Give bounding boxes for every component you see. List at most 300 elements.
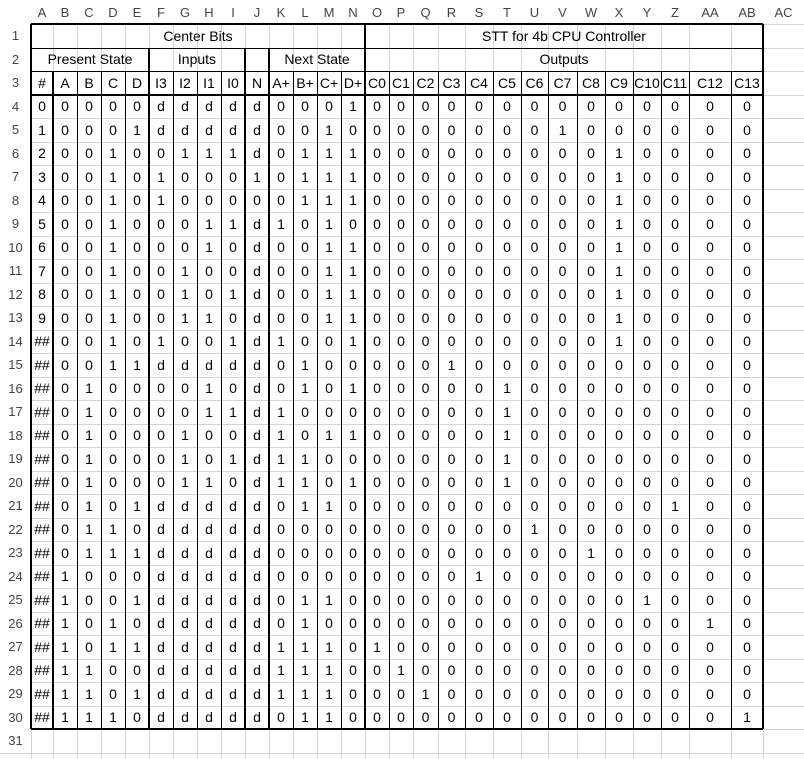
table-cell[interactable]: 0 bbox=[61, 474, 69, 491]
table-cell[interactable]: 0 bbox=[643, 544, 651, 561]
table-cell[interactable]: 0 bbox=[530, 638, 539, 655]
table-cell[interactable]: 1 bbox=[109, 333, 117, 350]
row-header[interactable]: 22 bbox=[0, 518, 31, 542]
table-cell[interactable]: 1 bbox=[205, 403, 213, 420]
table-cell[interactable]: 0 bbox=[85, 638, 93, 655]
row-header[interactable]: 5 bbox=[0, 118, 31, 142]
table-cell[interactable]: 0 bbox=[743, 544, 751, 561]
table-cell[interactable]: 1 bbox=[85, 662, 93, 679]
column-header[interactable]: W bbox=[577, 0, 605, 24]
table-cell[interactable]: 0 bbox=[503, 145, 511, 162]
table-cell[interactable]: 1 bbox=[205, 239, 213, 256]
table-cell[interactable]: 0 bbox=[349, 544, 357, 561]
table-cell[interactable]: 1 bbox=[109, 709, 117, 726]
table-cell[interactable]: 0 bbox=[277, 239, 285, 256]
table-cell[interactable]: 0 bbox=[373, 709, 381, 726]
table-cell[interactable]: 0 bbox=[558, 709, 567, 726]
center-bits-title[interactable]: Center Bits bbox=[163, 27, 233, 44]
table-cell[interactable]: d bbox=[229, 568, 237, 585]
table-cell[interactable]: 0 bbox=[530, 591, 539, 608]
table-cell[interactable]: 1 bbox=[397, 662, 405, 679]
table-cell[interactable]: 0 bbox=[587, 709, 595, 726]
table-cell[interactable]: 0 bbox=[447, 380, 456, 397]
row-header[interactable]: 10 bbox=[0, 236, 31, 260]
table-cell[interactable]: d bbox=[229, 638, 237, 655]
table-cell[interactable]: 1 bbox=[133, 638, 141, 655]
table-cell[interactable]: d bbox=[205, 121, 213, 138]
table-cell[interactable]: 0 bbox=[643, 121, 651, 138]
table-cell[interactable]: 7 bbox=[38, 262, 46, 279]
table-cell[interactable]: d bbox=[157, 568, 165, 585]
table-cell[interactable]: 0 bbox=[61, 145, 69, 162]
table-cell[interactable]: d bbox=[253, 450, 261, 467]
header-cell[interactable]: C4 bbox=[470, 74, 488, 91]
table-cell[interactable]: 0 bbox=[421, 709, 430, 726]
table-cell[interactable]: 0 bbox=[671, 474, 679, 491]
table-cell[interactable]: 0 bbox=[397, 286, 405, 303]
table-cell[interactable]: 0 bbox=[205, 450, 213, 467]
table-cell[interactable]: 0 bbox=[133, 380, 141, 397]
table-cell[interactable]: 0 bbox=[301, 239, 309, 256]
column-header[interactable]: T bbox=[493, 0, 521, 24]
header-cell[interactable]: I2 bbox=[179, 74, 191, 91]
table-cell[interactable]: 1 bbox=[133, 544, 141, 561]
table-cell[interactable]: 0 bbox=[671, 685, 679, 702]
table-cell[interactable]: 0 bbox=[421, 309, 430, 326]
table-cell[interactable]: 0 bbox=[475, 662, 483, 679]
table-cell[interactable]: 0 bbox=[743, 474, 751, 491]
table-cell[interactable]: 0 bbox=[349, 709, 357, 726]
table-cell[interactable]: 1 bbox=[109, 168, 117, 185]
table-cell[interactable]: 0 bbox=[503, 262, 511, 279]
header-cell[interactable]: D bbox=[131, 74, 143, 91]
table-cell[interactable]: 0 bbox=[475, 239, 483, 256]
table-cell[interactable]: 0 bbox=[133, 333, 141, 350]
table-cell[interactable]: 0 bbox=[743, 380, 751, 397]
table-cell[interactable]: 1 bbox=[157, 333, 165, 350]
table-cell[interactable]: 0 bbox=[205, 192, 213, 209]
table-cell[interactable]: 0 bbox=[447, 685, 456, 702]
table-cell[interactable]: 0 bbox=[558, 168, 567, 185]
table-cell[interactable]: 0 bbox=[61, 262, 69, 279]
table-cell[interactable]: 0 bbox=[349, 497, 357, 514]
table-cell[interactable]: 1 bbox=[229, 215, 237, 232]
table-cell[interactable]: 0 bbox=[587, 568, 595, 585]
table-cell[interactable]: 6 bbox=[38, 239, 46, 256]
table-cell[interactable]: 0 bbox=[587, 521, 595, 538]
table-cell[interactable]: 0 bbox=[397, 333, 405, 350]
table-cell[interactable]: 0 bbox=[447, 568, 456, 585]
column-header[interactable]: O bbox=[365, 0, 389, 24]
table-cell[interactable]: d bbox=[229, 121, 237, 138]
table-cell[interactable]: 1 bbox=[349, 286, 357, 303]
table-cell[interactable]: 0 bbox=[671, 380, 679, 397]
table-cell[interactable]: d bbox=[253, 356, 261, 373]
table-cell[interactable]: 0 bbox=[587, 662, 595, 679]
table-cell[interactable]: d bbox=[205, 356, 213, 373]
table-cell[interactable]: 0 bbox=[706, 356, 714, 373]
table-cell[interactable]: 0 bbox=[447, 192, 456, 209]
table-cell[interactable]: 0 bbox=[530, 450, 539, 467]
table-cell[interactable]: 0 bbox=[373, 262, 381, 279]
table-cell[interactable]: 0 bbox=[743, 239, 751, 256]
table-cell[interactable]: ## bbox=[34, 497, 50, 514]
table-cell[interactable]: 0 bbox=[530, 662, 539, 679]
table-cell[interactable]: 0 bbox=[706, 474, 714, 491]
table-cell[interactable]: 0 bbox=[503, 662, 511, 679]
row-header[interactable]: 3 bbox=[0, 71, 31, 95]
table-cell[interactable]: 0 bbox=[373, 615, 381, 632]
table-cell[interactable]: 1 bbox=[277, 427, 285, 444]
row-header[interactable]: 16 bbox=[0, 377, 31, 401]
table-cell[interactable]: 0 bbox=[475, 380, 483, 397]
header-cell[interactable]: C13 bbox=[734, 74, 760, 91]
table-cell[interactable]: 0 bbox=[743, 356, 751, 373]
table-cell[interactable]: 0 bbox=[133, 521, 141, 538]
column-header[interactable]: G bbox=[173, 0, 197, 24]
table-cell[interactable]: 1 bbox=[85, 450, 93, 467]
header-cell[interactable]: I3 bbox=[155, 74, 167, 91]
table-cell[interactable]: 1 bbox=[615, 239, 623, 256]
table-cell[interactable]: d bbox=[181, 497, 189, 514]
table-cell[interactable]: 0 bbox=[706, 521, 714, 538]
table-cell[interactable]: 1 bbox=[181, 309, 189, 326]
table-cell[interactable]: 0 bbox=[38, 98, 46, 115]
header-cell[interactable]: C bbox=[107, 74, 119, 91]
table-cell[interactable]: 1 bbox=[61, 568, 69, 585]
table-cell[interactable]: 1 bbox=[301, 709, 309, 726]
table-cell[interactable]: 0 bbox=[643, 262, 651, 279]
table-cell[interactable]: 0 bbox=[530, 215, 539, 232]
table-cell[interactable]: 0 bbox=[277, 380, 285, 397]
table-cell[interactable]: 1 bbox=[743, 709, 751, 726]
table-cell[interactable]: 0 bbox=[109, 403, 117, 420]
table-cell[interactable]: 0 bbox=[743, 168, 751, 185]
table-cell[interactable]: 1 bbox=[181, 286, 189, 303]
table-cell[interactable]: 1 bbox=[301, 662, 309, 679]
table-cell[interactable]: 0 bbox=[530, 333, 539, 350]
table-cell[interactable]: 1 bbox=[85, 521, 93, 538]
table-cell[interactable]: 0 bbox=[503, 192, 511, 209]
column-header[interactable]: Y bbox=[633, 0, 661, 24]
table-cell[interactable]: 1 bbox=[85, 709, 93, 726]
table-cell[interactable]: 0 bbox=[421, 215, 430, 232]
table-cell[interactable]: 1 bbox=[85, 474, 93, 491]
table-cell[interactable]: 0 bbox=[475, 309, 483, 326]
row-header[interactable]: 4 bbox=[0, 95, 31, 119]
table-cell[interactable]: 0 bbox=[133, 709, 141, 726]
table-cell[interactable]: ## bbox=[34, 544, 50, 561]
table-cell[interactable]: 0 bbox=[133, 145, 141, 162]
table-cell[interactable]: 0 bbox=[503, 544, 511, 561]
row-header[interactable]: 2 bbox=[0, 48, 31, 72]
table-cell[interactable]: 0 bbox=[475, 145, 483, 162]
column-header[interactable]: K bbox=[269, 0, 293, 24]
table-cell[interactable]: 0 bbox=[615, 709, 623, 726]
table-cell[interactable]: 0 bbox=[587, 450, 595, 467]
table-cell[interactable]: 1 bbox=[706, 615, 714, 632]
table-cell[interactable]: 1 bbox=[349, 474, 357, 491]
table-cell[interactable]: 1 bbox=[205, 145, 213, 162]
table-cell[interactable]: 0 bbox=[587, 497, 595, 514]
table-cell[interactable]: ## bbox=[34, 591, 50, 608]
table-cell[interactable]: 0 bbox=[325, 521, 333, 538]
table-cell[interactable]: 0 bbox=[706, 121, 714, 138]
table-cell[interactable]: 0 bbox=[671, 638, 679, 655]
table-cell[interactable]: 0 bbox=[373, 215, 381, 232]
table-cell[interactable]: 0 bbox=[530, 615, 539, 632]
header-cell[interactable]: B+ bbox=[296, 74, 314, 91]
table-cell[interactable]: 0 bbox=[743, 192, 751, 209]
table-cell[interactable]: 0 bbox=[61, 239, 69, 256]
column-header[interactable]: S bbox=[465, 0, 493, 24]
table-cell[interactable]: 0 bbox=[109, 427, 117, 444]
table-cell[interactable]: 0 bbox=[421, 356, 430, 373]
table-cell[interactable]: 1 bbox=[109, 262, 117, 279]
table-cell[interactable]: 0 bbox=[109, 380, 117, 397]
table-cell[interactable]: 0 bbox=[61, 403, 69, 420]
table-cell[interactable]: 0 bbox=[229, 168, 237, 185]
table-cell[interactable]: 0 bbox=[109, 450, 117, 467]
table-cell[interactable]: 0 bbox=[421, 262, 430, 279]
table-cell[interactable]: 0 bbox=[671, 98, 679, 115]
table-cell[interactable]: d bbox=[229, 615, 237, 632]
table-cell[interactable]: 0 bbox=[157, 309, 165, 326]
table-cell[interactable]: 0 bbox=[530, 474, 539, 491]
table-cell[interactable]: 0 bbox=[301, 286, 309, 303]
table-cell[interactable]: 0 bbox=[421, 192, 430, 209]
table-cell[interactable]: 1 bbox=[325, 215, 333, 232]
table-cell[interactable]: 0 bbox=[558, 450, 567, 467]
table-cell[interactable]: 0 bbox=[421, 333, 430, 350]
table-cell[interactable]: 0 bbox=[397, 168, 405, 185]
row-header[interactable]: 25 bbox=[0, 588, 31, 612]
table-cell[interactable]: 0 bbox=[447, 98, 456, 115]
row-header[interactable]: 26 bbox=[0, 612, 31, 636]
table-cell[interactable]: 1 bbox=[325, 168, 333, 185]
table-cell[interactable]: 0 bbox=[61, 356, 69, 373]
table-cell[interactable]: 1 bbox=[325, 427, 333, 444]
table-cell[interactable]: 0 bbox=[421, 98, 430, 115]
table-cell[interactable]: 0 bbox=[85, 333, 93, 350]
table-cell[interactable]: d bbox=[253, 239, 261, 256]
table-cell[interactable]: 8 bbox=[38, 286, 46, 303]
table-cell[interactable]: 0 bbox=[253, 192, 261, 209]
table-cell[interactable]: 1 bbox=[643, 591, 651, 608]
table-cell[interactable]: 1 bbox=[85, 544, 93, 561]
table-cell[interactable]: 0 bbox=[643, 192, 651, 209]
table-cell[interactable]: 0 bbox=[671, 568, 679, 585]
table-cell[interactable]: 0 bbox=[558, 403, 567, 420]
table-cell[interactable]: 0 bbox=[301, 521, 309, 538]
table-cell[interactable]: 0 bbox=[530, 309, 539, 326]
column-header[interactable]: B bbox=[53, 0, 77, 24]
table-cell[interactable]: ## bbox=[34, 450, 50, 467]
table-cell[interactable]: 0 bbox=[277, 615, 285, 632]
table-cell[interactable]: 0 bbox=[558, 544, 567, 561]
row-header[interactable]: 14 bbox=[0, 330, 31, 354]
table-cell[interactable]: 0 bbox=[671, 309, 679, 326]
table-cell[interactable]: 1 bbox=[325, 239, 333, 256]
table-cell[interactable]: 0 bbox=[373, 591, 381, 608]
table-cell[interactable]: 0 bbox=[61, 215, 69, 232]
table-cell[interactable]: d bbox=[229, 98, 237, 115]
table-cell[interactable]: 0 bbox=[587, 286, 595, 303]
table-cell[interactable]: 1 bbox=[325, 497, 333, 514]
table-cell[interactable]: 0 bbox=[643, 356, 651, 373]
row-header[interactable]: 6 bbox=[0, 142, 31, 166]
table-cell[interactable]: 0 bbox=[397, 262, 405, 279]
table-cell[interactable]: 0 bbox=[349, 568, 357, 585]
table-cell[interactable]: d bbox=[229, 544, 237, 561]
table-cell[interactable]: d bbox=[229, 591, 237, 608]
table-cell[interactable]: d bbox=[205, 709, 213, 726]
table-cell[interactable]: 0 bbox=[181, 215, 189, 232]
table-cell[interactable]: 1 bbox=[615, 215, 623, 232]
table-cell[interactable]: 0 bbox=[558, 615, 567, 632]
table-cell[interactable]: d bbox=[157, 638, 165, 655]
table-cell[interactable]: ## bbox=[34, 380, 50, 397]
table-cell[interactable]: 0 bbox=[229, 239, 237, 256]
table-cell[interactable]: 0 bbox=[421, 145, 430, 162]
table-cell[interactable]: 0 bbox=[373, 568, 381, 585]
table-cell[interactable]: 0 bbox=[706, 591, 714, 608]
table-cell[interactable]: 0 bbox=[447, 168, 456, 185]
table-cell[interactable]: 0 bbox=[157, 427, 165, 444]
table-cell[interactable]: 0 bbox=[277, 568, 285, 585]
table-cell[interactable]: d bbox=[229, 709, 237, 726]
table-cell[interactable]: 0 bbox=[397, 427, 405, 444]
table-cell[interactable]: 0 bbox=[706, 450, 714, 467]
table-cell[interactable]: 0 bbox=[475, 427, 483, 444]
row-header[interactable]: 7 bbox=[0, 165, 31, 189]
table-cell[interactable]: ## bbox=[34, 615, 50, 632]
column-header[interactable]: Z bbox=[661, 0, 689, 24]
table-cell[interactable]: 0 bbox=[643, 403, 651, 420]
table-cell[interactable]: 0 bbox=[349, 638, 357, 655]
table-cell[interactable]: 0 bbox=[447, 521, 456, 538]
table-cell[interactable]: 1 bbox=[277, 685, 285, 702]
table-cell[interactable]: d bbox=[253, 145, 261, 162]
table-cell[interactable]: 0 bbox=[615, 98, 623, 115]
table-cell[interactable]: 0 bbox=[643, 662, 651, 679]
table-cell[interactable]: d bbox=[253, 380, 261, 397]
table-cell[interactable]: 0 bbox=[133, 262, 141, 279]
table-cell[interactable]: 1 bbox=[205, 215, 213, 232]
table-cell[interactable]: ## bbox=[34, 427, 50, 444]
table-cell[interactable]: 1 bbox=[277, 662, 285, 679]
table-cell[interactable]: 0 bbox=[373, 121, 381, 138]
header-cell[interactable]: I1 bbox=[203, 74, 215, 91]
table-cell[interactable]: 1 bbox=[301, 685, 309, 702]
table-cell[interactable]: 0 bbox=[373, 333, 381, 350]
table-cell[interactable]: 1 bbox=[85, 403, 93, 420]
row-header[interactable]: 1 bbox=[0, 24, 31, 48]
table-cell[interactable]: 0 bbox=[397, 497, 405, 514]
table-cell[interactable]: 0 bbox=[85, 615, 93, 632]
table-cell[interactable]: 1 bbox=[109, 286, 117, 303]
table-cell[interactable]: 0 bbox=[671, 709, 679, 726]
table-cell[interactable]: 1 bbox=[349, 145, 357, 162]
table-cell[interactable]: 0 bbox=[530, 145, 539, 162]
table-cell[interactable]: 1 bbox=[109, 145, 117, 162]
table-cell[interactable]: 0 bbox=[447, 286, 456, 303]
table-cell[interactable]: 0 bbox=[475, 521, 483, 538]
table-cell[interactable]: 0 bbox=[397, 591, 405, 608]
table-cell[interactable]: 0 bbox=[587, 215, 595, 232]
table-cell[interactable]: 0 bbox=[671, 544, 679, 561]
table-cell[interactable]: 0 bbox=[397, 474, 405, 491]
table-cell[interactable]: 1 bbox=[61, 591, 69, 608]
table-cell[interactable]: 0 bbox=[133, 98, 141, 115]
header-cell[interactable]: B bbox=[84, 74, 94, 91]
table-cell[interactable]: ## bbox=[34, 403, 50, 420]
table-cell[interactable]: 1 bbox=[277, 450, 285, 467]
table-cell[interactable]: 0 bbox=[671, 333, 679, 350]
table-cell[interactable]: d bbox=[181, 121, 189, 138]
table-cell[interactable]: 1 bbox=[325, 638, 333, 655]
column-header[interactable]: P bbox=[389, 0, 413, 24]
table-cell[interactable]: 0 bbox=[475, 591, 483, 608]
table-cell[interactable]: 0 bbox=[229, 474, 237, 491]
table-cell[interactable]: 1 bbox=[615, 309, 623, 326]
table-cell[interactable]: 0 bbox=[61, 168, 69, 185]
table-cell[interactable]: 0 bbox=[85, 145, 93, 162]
table-cell[interactable]: 0 bbox=[503, 568, 511, 585]
column-header[interactable]: C bbox=[77, 0, 101, 24]
table-cell[interactable]: 0 bbox=[421, 638, 430, 655]
table-cell[interactable]: 0 bbox=[671, 145, 679, 162]
header-cell[interactable]: C3 bbox=[442, 74, 461, 91]
table-cell[interactable]: 0 bbox=[558, 380, 567, 397]
table-cell[interactable]: 0 bbox=[85, 215, 93, 232]
table-cell[interactable]: 0 bbox=[558, 239, 567, 256]
table-cell[interactable]: 1 bbox=[109, 215, 117, 232]
table-cell[interactable]: 0 bbox=[325, 403, 333, 420]
table-cell[interactable]: 0 bbox=[743, 309, 751, 326]
table-cell[interactable]: 0 bbox=[615, 403, 623, 420]
table-cell[interactable]: 0 bbox=[277, 98, 285, 115]
table-cell[interactable]: 0 bbox=[706, 286, 714, 303]
column-header[interactable]: AB bbox=[731, 0, 763, 24]
table-cell[interactable]: 0 bbox=[475, 474, 483, 491]
table-cell[interactable]: 1 bbox=[558, 121, 567, 138]
table-cell[interactable]: 1 bbox=[503, 450, 511, 467]
table-cell[interactable]: d bbox=[205, 638, 213, 655]
table-cell[interactable]: 0 bbox=[530, 427, 539, 444]
row-header[interactable]: 8 bbox=[0, 189, 31, 213]
table-cell[interactable]: 0 bbox=[397, 192, 405, 209]
table-cell[interactable]: d bbox=[253, 286, 261, 303]
table-cell[interactable]: 9 bbox=[38, 309, 46, 326]
table-cell[interactable]: 0 bbox=[530, 356, 539, 373]
table-cell[interactable]: 0 bbox=[157, 380, 165, 397]
table-cell[interactable]: 0 bbox=[325, 98, 333, 115]
table-cell[interactable]: 0 bbox=[587, 685, 595, 702]
table-cell[interactable]: 0 bbox=[157, 403, 165, 420]
table-cell[interactable]: 0 bbox=[277, 591, 285, 608]
table-cell[interactable]: 0 bbox=[447, 638, 456, 655]
table-cell[interactable]: d bbox=[253, 333, 261, 350]
row-header[interactable]: 24 bbox=[0, 565, 31, 589]
table-cell[interactable]: 0 bbox=[61, 192, 69, 209]
table-cell[interactable]: 0 bbox=[671, 450, 679, 467]
table-cell[interactable]: 1 bbox=[615, 333, 623, 350]
row-header[interactable]: 15 bbox=[0, 353, 31, 377]
table-cell[interactable]: 1 bbox=[349, 239, 357, 256]
table-cell[interactable]: 0 bbox=[133, 662, 141, 679]
table-cell[interactable]: 0 bbox=[558, 356, 567, 373]
